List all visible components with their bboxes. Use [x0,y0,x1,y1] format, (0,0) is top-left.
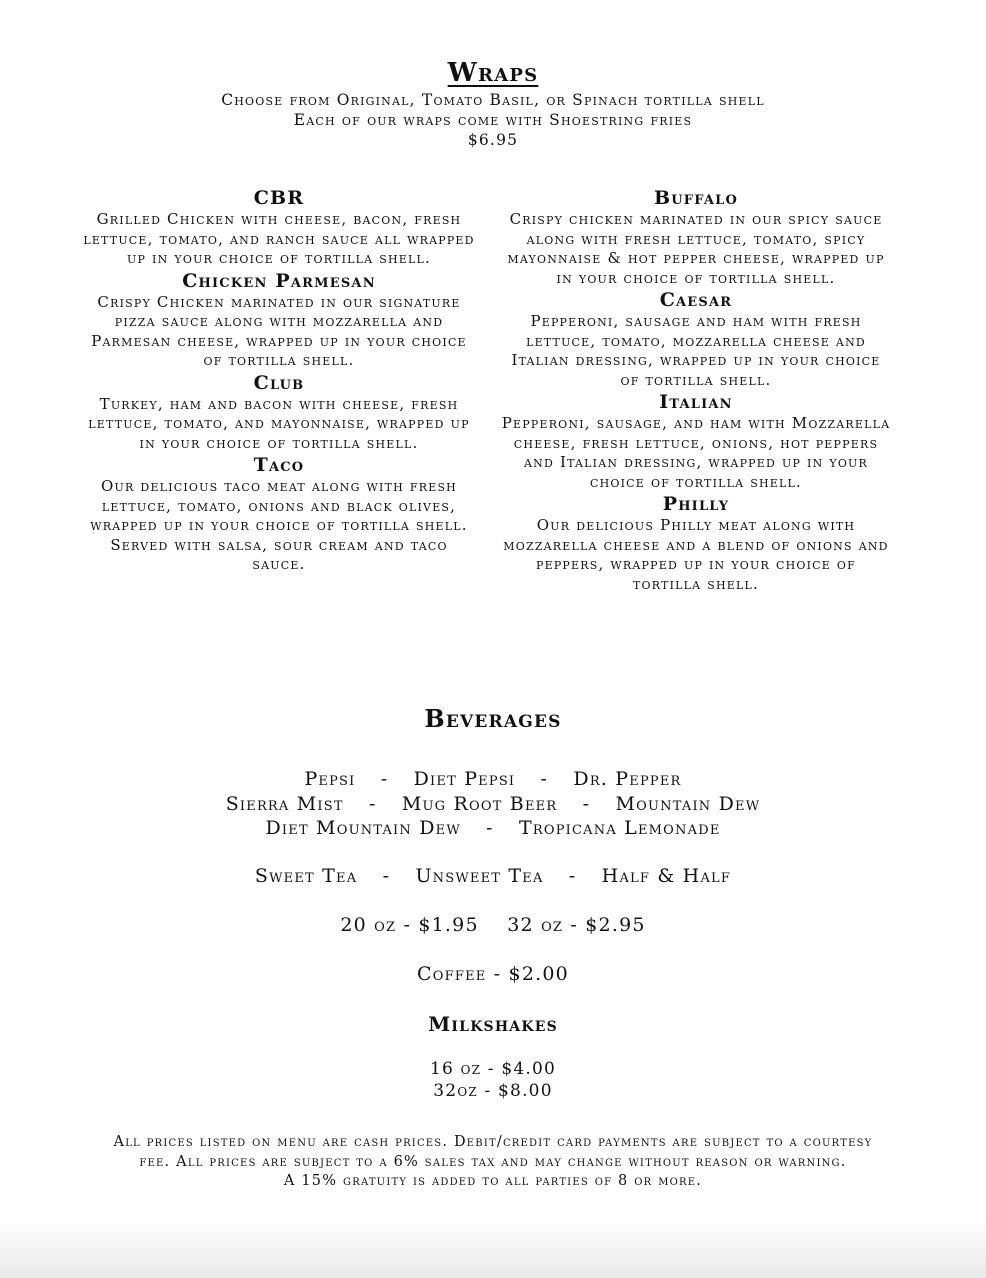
menu-item [500,186,892,288]
page-bottom-shadow [0,1218,986,1278]
separator: - [540,768,549,790]
separator: - [582,793,591,815]
milkshake-price: 32oz - $8.00 [433,1081,553,1101]
beverage-name: Dr. Pepper [573,768,682,790]
menu-item-name: Club [253,371,305,394]
beverage-name: Sweet Tea [254,865,358,887]
beverage-name: Pepsi [304,768,356,790]
menu-item-description: Our delicious Philly meat along with mozzarella cheese and a blend of onions and peppers, wrapped up in your choice of tortilla shell. [503,516,889,593]
menu-item-name: Caesar [659,289,733,311]
wraps-title: Wraps [447,58,539,88]
beverage-name: Tropicana Lemonade [519,817,721,839]
menu-item [83,269,475,371]
beverages-row [0,767,986,791]
beverage-name: Mountain Dew [615,793,761,815]
menu-item-description: Crispy Chicken marinated in our signature pizza sauce along with mozzarella and Parmesan cheese, wrapped up in your choice of tortilla shell. [91,292,467,369]
separator: - [368,793,377,815]
size-price: 32 oz - $2.95 [507,914,646,936]
separator: - [382,865,391,887]
menu-item [500,492,892,594]
separator: - [486,817,494,839]
coffee-price: Coffee - $2.00 [417,963,569,985]
menu-item-name: Chicken Parmesan [182,269,376,292]
menu-item-name: Philly [662,493,730,515]
milkshakes-title: Milkshakes [428,1012,558,1036]
menu-item-name: CBR [253,187,305,209]
wraps-price: $6.95 [467,131,519,149]
wraps-right-column [500,186,892,594]
beverage-name: Half & Half [601,865,732,887]
gratuity-notice: A 15% gratuity is added to all parties of 8 or more. [283,1173,703,1189]
wraps-intro [0,90,986,150]
wraps-side-note: Each of our wraps come with Shoestring fries [293,111,693,129]
beverages-title: Beverages [424,704,562,733]
beverage-name: Unsweet Tea [415,865,544,887]
wraps-left-column [83,186,475,575]
menu-item [83,371,475,454]
menu-item-description: Grilled Chicken with cheese, bacon, fresh lettuce, tomato, and ranch sauce all wrapped up in your choice of tortilla shell. [83,210,475,267]
beverage-name: Sierra Mist [225,793,344,815]
milkshake-price: 16 oz - $4.00 [429,1059,557,1079]
beverage-name: Diet Mountain Dew [265,817,461,839]
footer-notice [110,1133,876,1192]
menu-item-name: Taco [253,454,305,476]
menu-item-name: Buffalo [653,187,739,209]
menu-item-description: Turkey, ham and bacon with cheese, fresh lettuce, tomato, and mayonnaise, wrapped up in your choice of tortilla shell. [88,394,470,452]
beverage-name: Mug Root Beer [401,793,558,815]
separator: - [568,865,577,887]
separator: - [380,768,389,790]
menu-item-description: Pepperoni, sausage and ham with fresh lettuce, tomato, mozzarella cheese and Italian dressing, wrapped up in your choice of tortilla shell. [511,312,881,389]
tea-row [0,864,986,888]
beverage-name: Diet Pepsi [413,768,516,790]
pricing-disclaimer: All prices listed on menu are cash prices. Debit/credit card payments are subject to a courtesy fee. All prices are subject to a 6% sales tax and may change without reason or warning. [113,1134,873,1170]
menu-item-description: Crispy chicken marinated in our spicy sauce along with fresh lettuce, tomato, spicy mayonnaise & hot pepper cheese, wrapped up in your choice of tortilla shell. [507,210,885,287]
beverages-row [0,816,986,840]
drink-size-prices [0,913,986,937]
menu-item [83,453,475,575]
menu-item-description: Pepperoni, sausage, and ham with Mozzarella cheese, fresh lettuce, onions, hot peppers and Italian dressing, wrapped up in your choice of tortilla shell. [501,414,891,491]
menu-item [500,288,892,390]
menu-item-name: Italian [659,391,733,413]
beverages-row [0,792,986,816]
wraps-shell-options: Choose from Original, Tomato Basil, or Spinach tortilla shell [221,91,765,109]
menu-item [83,186,475,269]
menu-item-description: Our delicious taco meat along with fresh lettuce, tomato, onions and black olives, wrapped up in your choice of tortilla shell. Served with salsa, sour cream and taco sauce. [90,477,468,573]
size-price: 20 oz - $1.95 [340,914,479,936]
menu-item [500,390,892,492]
